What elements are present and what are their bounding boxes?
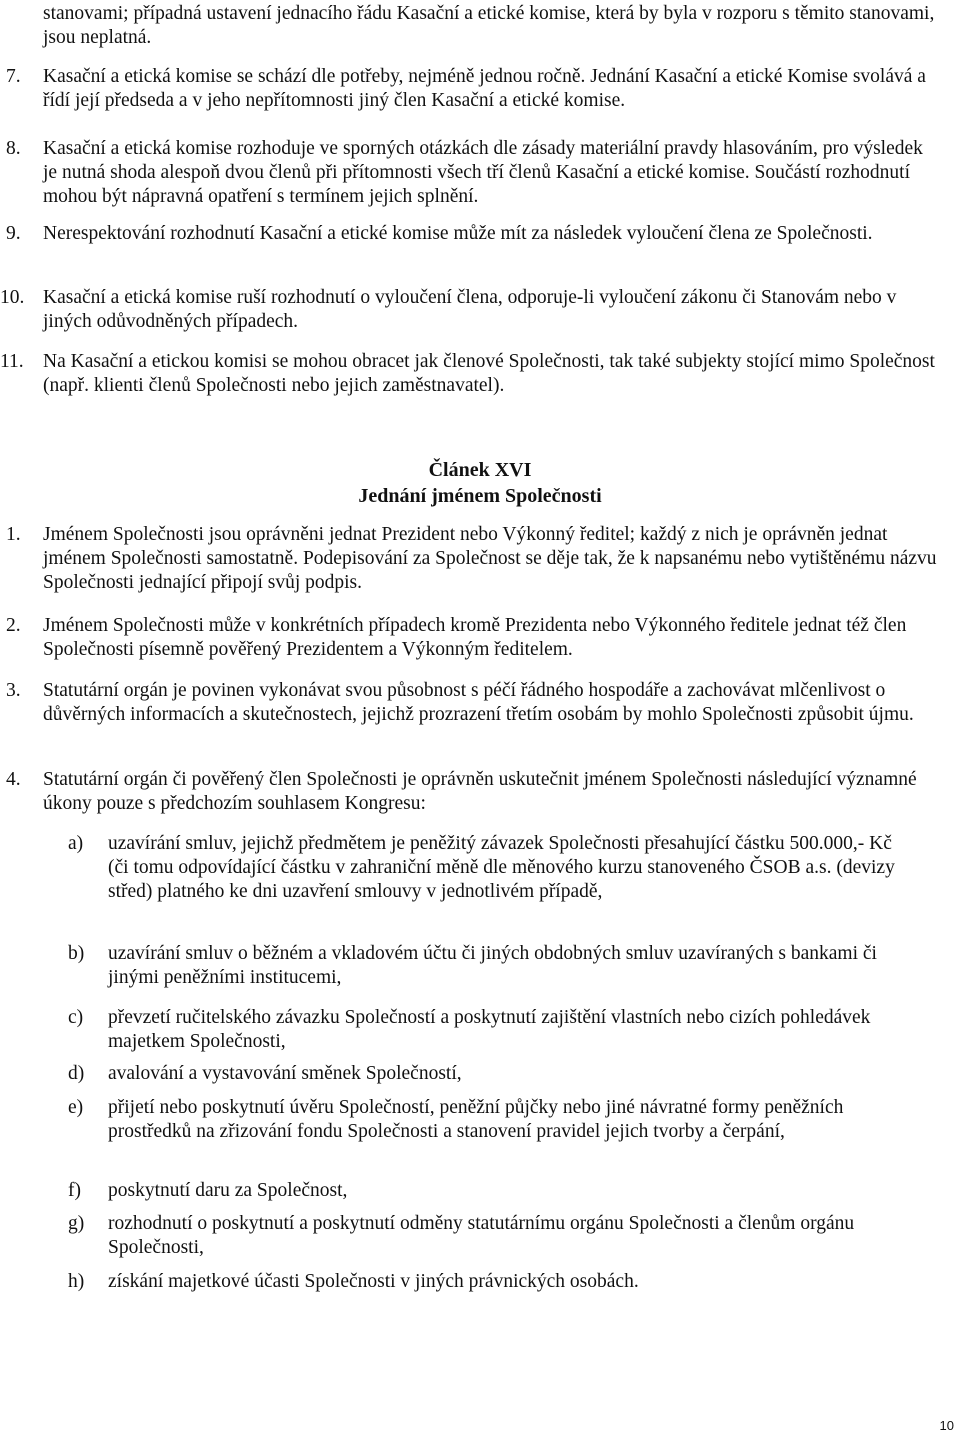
list-item: [0, 523, 940, 595]
sub-item-label: g): [68, 1213, 85, 1234]
sub-item: [0, 1096, 940, 1144]
item-number: 9.: [6, 223, 21, 244]
item-text: Statutární orgán či pověřený člen Společnosti je oprávněn uskutečnit jménem Společnosti následující významné úkony pouze s předchozím souhlasem Kongresu:: [43, 769, 917, 814]
sub-item-text: poskytnutí daru za Společnost,: [108, 1180, 348, 1201]
article-title: Článek XVI: [428, 459, 532, 481]
item-number: 3.: [6, 680, 21, 701]
page-number: 10: [939, 1418, 954, 1433]
item-number: 8.: [6, 138, 21, 159]
list-item: [0, 768, 940, 816]
sub-item-text: převzetí ručitelského závazku Společností a poskytnutí zajištění vlastních nebo cizích pohledávek majetkem Společnosti,: [108, 1007, 871, 1052]
item-number: 11.: [0, 351, 24, 372]
item-text: Kasační a etická komise se schází dle potřeby, nejméně jednou ročně. Jednání Kasační a etické Komise svolává a řídí její předseda a v jeho nepřítomnosti jiný člen Kasační a etické komise.: [43, 66, 926, 111]
list-item: [0, 65, 940, 113]
sub-item-text: získání majetkové účasti Společnosti v jiných právnických osobách.: [108, 1271, 639, 1292]
item-text: Kasační a etická komise ruší rozhodnutí o vyloučení člena, odporuje-li vyloučení zákonu či Stanovám nebo v jiných odůvodněných případech.: [43, 287, 897, 332]
sub-item-label: c): [68, 1007, 84, 1028]
sub-item: [0, 1270, 940, 1294]
sub-item-label: h): [68, 1271, 85, 1292]
list-item: [0, 614, 940, 662]
sub-item-text: přijetí nebo poskytnutí úvěru Společností, peněžní půjčky nebo jiné návratné formy peněžních prostředků na zřizování fondu Společnosti a stanovení pravidel jejich tvorby a čerpání,: [108, 1097, 844, 1142]
item-text: Nerespektování rozhodnutí Kasační a etické komise může mít za následek vyloučení člena ze Společnosti.: [43, 223, 873, 244]
continuation-paragraph: [0, 2, 940, 50]
item-number: 10.: [0, 287, 25, 308]
sub-item: [0, 1062, 940, 1086]
sub-item-label: e): [68, 1097, 84, 1118]
item-text: Kasační a etická komise rozhoduje ve sporných otázkách dle zásady materiální pravdy hlasováním, pro výsledek je nutná shoda alespoň dvou členů při přítomnosti všech tří členů Kasační a etické komise. Součástí rozhodnutí mohou být nápravná opatření s termínem jejich splnění.: [43, 138, 923, 207]
item-number: 1.: [6, 524, 21, 545]
sub-item-text: uzavírání smluv, jejichž předmětem je peněžitý závazek Společnosti přesahující částku 500.000,- Kč (či tomu odpovídající částku v zahraniční měně dle měnového kurzu stanoveného ČSOB a.s. (devizy střed) platného ke dni uzavření smlouvy v jednotlivém případě,: [108, 833, 895, 902]
list-item: [0, 286, 940, 334]
list-item: [0, 137, 940, 209]
sub-item-label: b): [68, 943, 85, 964]
list-item: [0, 350, 940, 398]
list-item: [0, 679, 940, 727]
sub-item: [0, 942, 940, 990]
item-number: 2.: [6, 615, 21, 636]
sub-item-label: d): [68, 1063, 85, 1084]
sub-item-text: uzavírání smluv o běžném a vkladovém účtu či jiných obdobných smluv uzavíraných s bankami či jinými peněžními institucemi,: [108, 943, 877, 988]
item-text: Na Kasační a etickou komisi se mohou obracet jak členové Společnosti, tak také subjekty stojící mimo Společnost (např. klienti členů Společnosti nebo jejich zaměstnavatel).: [43, 351, 935, 396]
sub-item: [0, 1006, 940, 1054]
item-number: 7.: [6, 66, 21, 87]
item-number: 4.: [6, 769, 21, 790]
article-subtitle: Jednání jménem Společnosti: [358, 485, 602, 507]
item-text: Jménem Společnosti může v konkrétních případech kromě Prezidenta nebo Výkonného ředitele jednat též člen Společnosti písemně pověřený Prezidentem a Výkonným ředitelem.: [43, 615, 907, 660]
item-text: Statutární orgán je povinen vykonávat svou působnost s péčí řádného hospodáře a zachovávat mlčenlivost o důvěrných informacích a skutečnostech, jejichž prozrazení třetím osobám by mohlo Společnosti způsobit újmu.: [43, 680, 914, 725]
list-item: [0, 222, 940, 246]
sub-item-text: rozhodnutí o poskytnutí a poskytnutí odměny statutárnímu orgánu Společnosti a členům orgánu Společnosti,: [108, 1213, 855, 1258]
item-text: Jménem Společnosti jsou oprávněni jednat Prezident nebo Výkonný ředitel; každý z nich je oprávněn jednat jménem Společnosti samostatně. Podepisování za Společnost se děje tak, že k napsanému nebo vytištěnému názvu Společnosti jednající připojí svůj podpis.: [43, 524, 937, 593]
continuation-text: stanovami; případná ustavení jednacího řádu Kasační a etické komise, která by byla v rozporu s těmito stanovami, jsou neplatná.: [43, 3, 935, 48]
sub-item: [0, 832, 940, 904]
sub-item-label: a): [68, 833, 84, 854]
sub-item: [0, 1212, 940, 1260]
sub-item-text: avalování a vystavování směnek Společností,: [108, 1063, 462, 1084]
sub-item: [0, 1179, 940, 1203]
sub-item-label: f): [68, 1180, 81, 1201]
